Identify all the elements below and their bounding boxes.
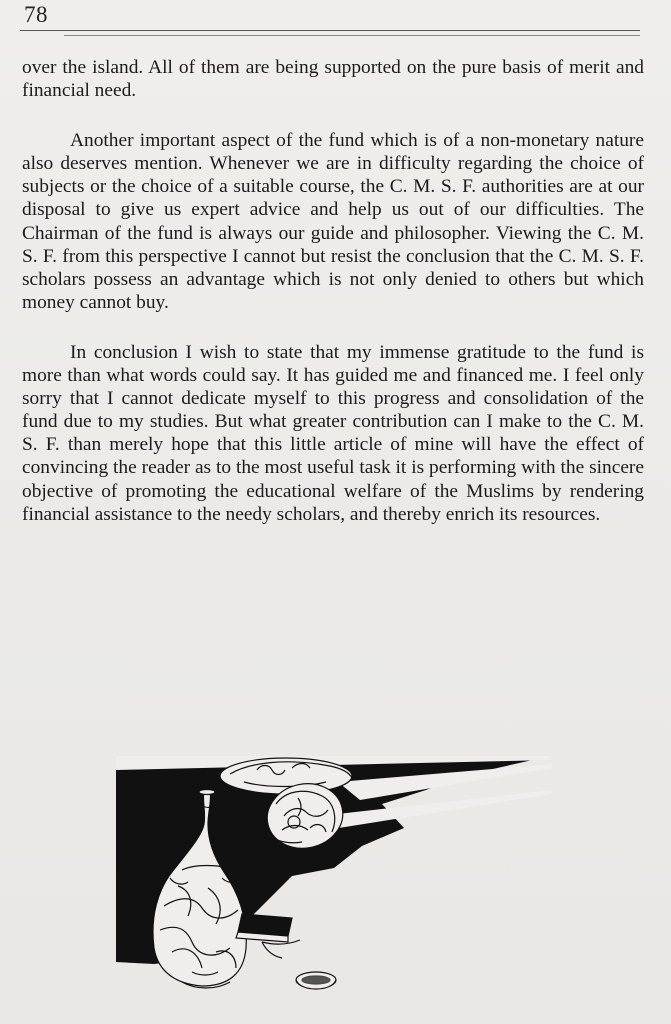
vase-still-life-illustration — [112, 746, 560, 1000]
paragraph-non-monetary-aspect: Another important aspect of the fund which is of a non-monetary nature also deserves mention. Whenever we are in difficulty regarding the choice of subjects or the choice of a suitable course, the C. M. S. F. authorities are at our disposal to give us expert advice and help us out of our difficulties. The Chairman of the fund is always our guide and philosopher. Viewing the C. M. S. F. from this perspective I cannot but resist the conclusion that the C. M. S. F. scholars possess an advantage which is not only denied to others but which money cannot buy. — [22, 130, 644, 313]
page-number: 78 — [24, 2, 48, 27]
paragraph-continuation: over the island. All of them are being supported on the pure basis of merit and financial need. — [22, 57, 644, 102]
article-body — [22, 56, 644, 526]
paragraph-conclusion: In conclusion I wish to state that my immense gratitude to the fund is more than what words could say. It has guided me and financed me. I feel only sorry that I cannot dedicate myself to this progress and consolidation of the fund due to my studies. But what greater contribution can I make to the C. M. S. F. than merely hope that this little article of mine will have the effect of convincing the reader as to the most useful task it is performing with the sincere objective of promoting the educational welfare of the Muslims by rendering financial assistance to the needy scholars, and thereby enrich its resources. — [22, 341, 644, 525]
header-rule-secondary — [64, 35, 640, 36]
header-rule — [20, 30, 640, 31]
small-bowl — [296, 972, 336, 989]
page-header — [0, 0, 671, 36]
